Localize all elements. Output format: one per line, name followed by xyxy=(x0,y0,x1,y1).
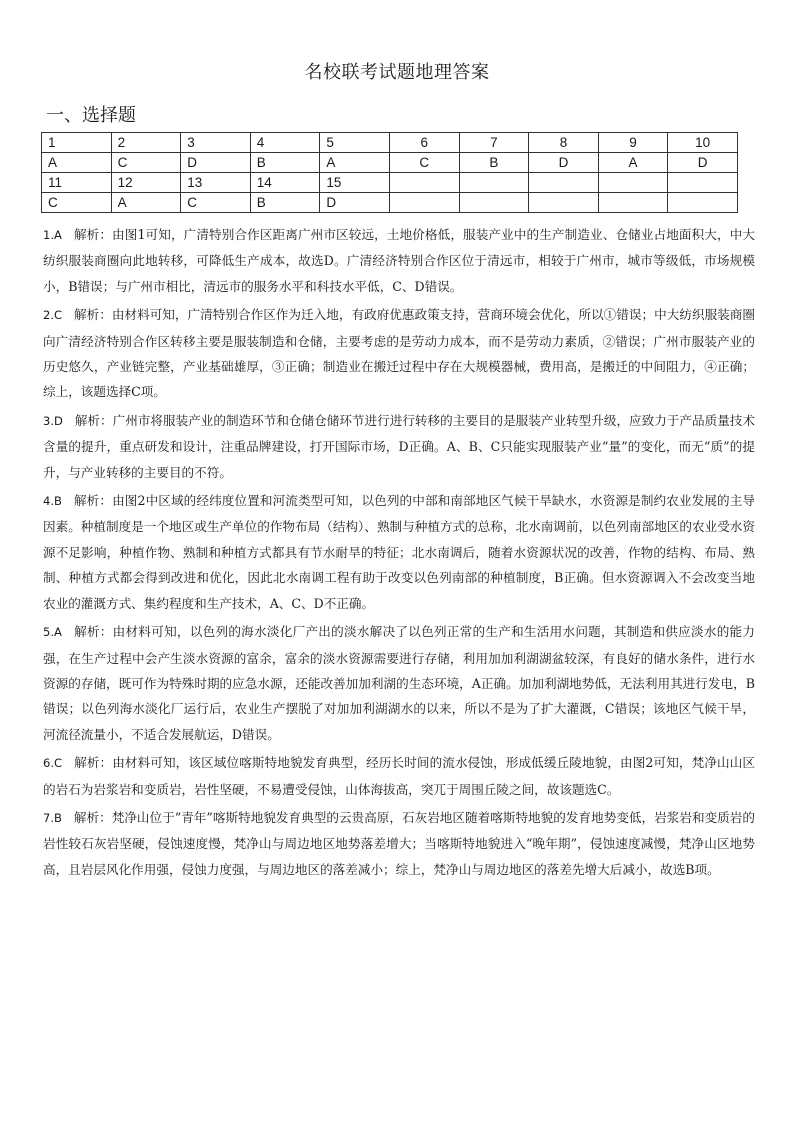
explanation-text: 解析：梵净山位于“青年”喀斯特地貌发育典型的云贵高原，石灰岩地区随着喀斯特地貌的发育地势变低，岩浆岩和变质岩的岩性较石灰岩坚硬，侵蚀速度慢，梵净山与周边地区地势落差增大；当喀斯特地貌进入“晚年期”，侵蚀速度减慢，梵净山区地势高，且岩层风化作用强，侵蚀力度强，与周边地区的落差减小；综上，梵净山与周边地区的落差先增大后减小，故选B项。 xyxy=(43,809,755,877)
table-cell: A xyxy=(111,193,181,213)
table-cell: B xyxy=(250,193,320,213)
explanation-paragraph xyxy=(43,805,755,882)
table-cell xyxy=(598,193,668,213)
table-cell: 13 xyxy=(181,173,251,193)
table-cell: 15 xyxy=(320,173,390,193)
answer-table xyxy=(41,132,738,213)
table-cell xyxy=(459,173,529,193)
table-row-question-numbers xyxy=(42,133,738,153)
question-number: 1.A xyxy=(43,228,62,242)
table-cell: 14 xyxy=(250,173,320,193)
question-number: 5.A xyxy=(43,625,62,640)
table-cell: C xyxy=(111,153,181,173)
explanation-text: 解析：由图1可知，广清特别合作区距离广州市区较远，土地价格低，服装产业中的生产制造业、仓储业占地面积大，中大纺织服装商圈向此地转移，可降低生产成本，故选D。广清经济特别合作区位于清远市，相较于广州市，城市等级低，市场规模小，B错误；与广州市相比，清远市的服务水平和科技水平低，C、D错误。 xyxy=(43,227,755,294)
explanation-text: 解析：由材料可知，以色列的海水淡化厂产出的淡水解决了以色列正常的生产和生活用水问题，其制造和供应淡水的能力强，在生产过程中会产生淡水资源的富余，富余的淡水资源需要进行存储，利用加加利湖湖盆较深，有良好的储水条件，进行水资源的存储，既可作为特殊时期的应急水源，还能改善加加利湖的生态环境，A正确。加加利湖地势低，无法利用其进行发电，B错误；以色列海水淡化厂运行后，农业生产摆脱了对加加利湖湖水的以来，所以不是为了扩大灌溉，C错误；该地区气候干旱，河流径流量小，不适合发展航运，D错误。 xyxy=(43,624,755,742)
table-row-answers xyxy=(42,153,738,173)
table-cell: B xyxy=(250,153,320,173)
table-cell: D xyxy=(668,153,738,173)
table-cell xyxy=(529,173,599,193)
table-cell xyxy=(598,173,668,193)
explanation-text: 解析：由材料可知，该区域位喀斯特地貌发育典型，经历长时间的流水侵蚀，形成低缓丘陵地貌，由图2可知，梵净山山区的岩石为岩浆岩和变质岩，岩性坚硬，不易遭受侵蚀，山体海拔高，突兀于周围丘陵之间，故该题选C。 xyxy=(43,755,755,797)
table-cell: D xyxy=(529,153,599,173)
table-cell: 11 xyxy=(42,173,112,193)
table-cell xyxy=(389,193,459,213)
explanation-text: 解析：广州市将服装产业的制造环节和仓储仓储环节进行进行转移的主要目的是服装产业转型升级，应致力于产品质量技术含量的提升，重点研发和设计，注重品牌建设，打开国际市场，D正确。A、B、C只能实现服装产业“量”的变化，而无“质”的提升，与产业转移的主要目的不符。 xyxy=(43,412,755,480)
question-number: 6.C xyxy=(43,756,63,771)
table-cell xyxy=(459,193,529,213)
table-cell: A xyxy=(42,153,112,173)
explanation-paragraph xyxy=(43,619,755,747)
table-cell xyxy=(389,173,459,193)
table-cell: C xyxy=(389,153,459,173)
explanation-paragraph xyxy=(43,488,755,616)
explanation-paragraph xyxy=(43,222,755,299)
table-cell: D xyxy=(181,153,251,173)
table-cell xyxy=(529,193,599,213)
explanation-paragraph xyxy=(43,302,755,405)
document-title: 名校联考试题地理答案 xyxy=(304,62,490,83)
table-row-question-numbers xyxy=(42,173,738,193)
question-number: 2.C xyxy=(43,308,63,323)
table-cell: 2 xyxy=(111,133,181,153)
explanation-paragraph xyxy=(43,408,755,485)
explanations xyxy=(43,222,755,885)
table-row-answers xyxy=(42,193,738,213)
explanation-paragraph xyxy=(43,750,755,802)
table-cell: 8 xyxy=(529,133,599,153)
table-cell xyxy=(668,193,738,213)
table-cell: A xyxy=(598,153,668,173)
question-number: 4.B xyxy=(43,494,62,509)
table-cell: 3 xyxy=(181,133,251,153)
table-cell: 5 xyxy=(320,133,390,153)
table-cell: 1 xyxy=(42,133,112,153)
explanation-text: 解析：由材料可知，广清特别合作区作为迁入地，有政府优惠政策支持，营商环境会优化，所以①错误；中大纺织服装商圈向广清经济特别合作区转移主要是服装制造和仓储，主要考虑的是劳动力成本，而不是劳动力素质，②错误；广州市服装产业的历史悠久，产业链完整，产业基础雄厚，③正确；制造业在搬迁过程中存在大规模器械，费用高，是搬迁的中间阻力，④正确；综上，该题选择C项。 xyxy=(43,307,755,400)
table-cell: 7 xyxy=(459,133,529,153)
table-cell: A xyxy=(320,153,390,173)
table-cell: 10 xyxy=(668,133,738,153)
table-cell: C xyxy=(42,193,112,213)
table-cell: 9 xyxy=(598,133,668,153)
table-cell: 4 xyxy=(250,133,320,153)
question-number: 7.B xyxy=(43,810,62,825)
table-cell: 6 xyxy=(389,133,459,153)
table-cell: B xyxy=(459,153,529,173)
table-cell: D xyxy=(320,193,390,213)
table-cell: 12 xyxy=(111,173,181,193)
question-number: 3.D xyxy=(43,413,63,428)
table-cell: C xyxy=(181,193,251,213)
section-heading: 一、选择题 xyxy=(46,105,136,126)
explanation-text: 解析：由图2中区域的经纬度位置和河流类型可知，以色列的中部和南部地区气候干旱缺水，水资源是制约农业发展的主导因素。种植制度是一个地区或生产单位的作物布局（结构）、熟制与种植方式的总称，北水南调前，以色列南部地区的农业受水资源不足影响，种植作物、熟制和种植方式都具有节水耐旱的特征；北水南调后，随着水资源状况的改善，作物的结构、布局、熟制、种植方式都会得到改进和优化，因此北水南调工程有助于改变以色列南部的种植制度，B正确。但水资源调入不会改变当地农业的灌溉方式、集约程度和生产技术，A、C、D不正确。 xyxy=(43,493,755,611)
table-cell xyxy=(668,173,738,193)
